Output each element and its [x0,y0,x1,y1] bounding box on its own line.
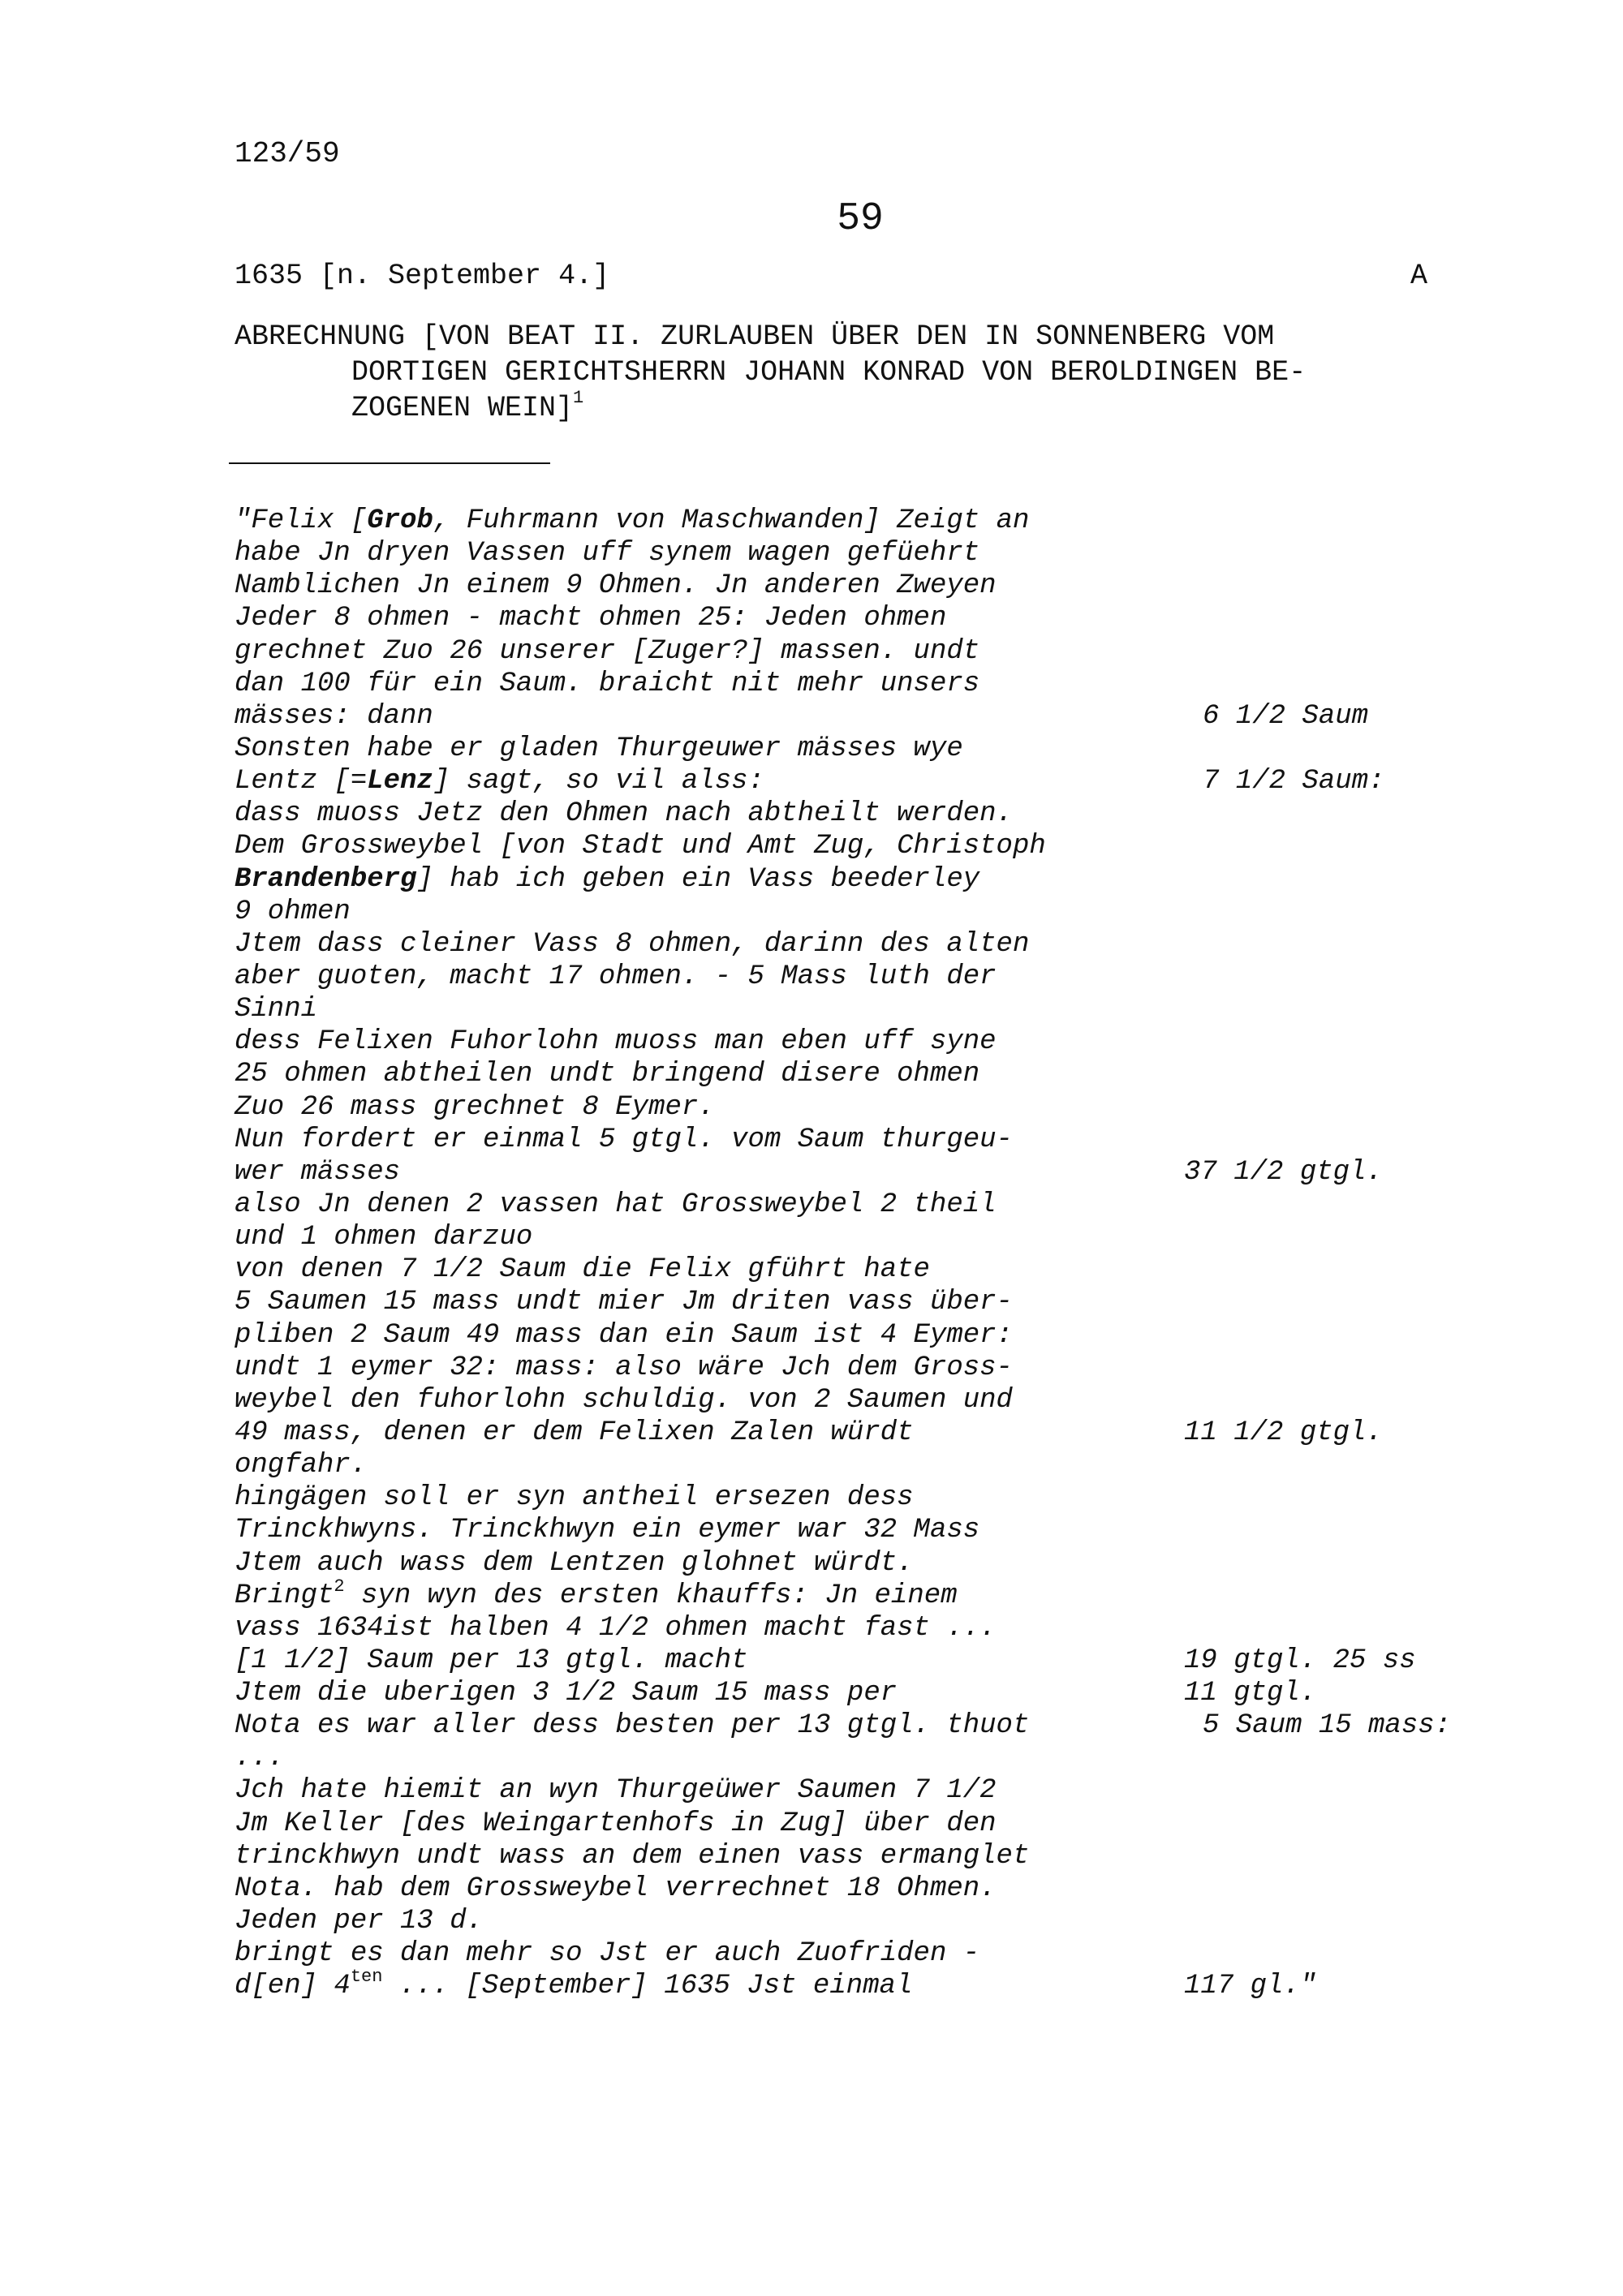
line-text: bringt es dan mehr so Jst er auch Zuofriden - [235,1938,980,1970]
transcription-line [235,1677,1598,1709]
transcription-line [235,961,1598,993]
transcription-body [235,505,1598,2002]
transcription-line [235,896,1598,928]
line-text: habe Jn dryen Vassen uff synem wagen gefüehrt [235,538,980,570]
transcription-line [235,1514,1598,1546]
line-amount: 5 Saum 15 mass: [1203,1710,1452,1742]
line-text [235,505,1029,537]
line-text: Jtem die uberigen 3 1/2 Saum 15 mass per [235,1678,898,1709]
line-text: grechnet Zuo 26 unserer [Zuger?] massen. undt [235,635,980,667]
footnote-marker: 1 [573,388,584,408]
line-text: dess Felixen Fuhorlohn muoss man eben uff syne [235,1026,997,1058]
transcription-line [235,1612,1598,1645]
line-amount: 19 gtgl. 25 ss [1184,1645,1416,1676]
archive-reference: 123/59 [235,137,340,170]
transcription-line [235,1742,1598,1774]
transcription-line [235,570,1598,602]
line-text: 9 ohmen [235,896,351,927]
person-name: Grob [367,505,433,536]
line-text: pliben 2 Saum 49 mass dan ein Saum ist 4 Eymer: [235,1319,1013,1351]
transcription-line [235,993,1598,1025]
transcription-line [235,635,1598,668]
transcription-line [235,505,1598,537]
line-text-part: ... [September] 1635 Jst einmal [382,1971,913,2002]
transcription-line [235,1808,1598,1840]
line-text: Nota. hab dem Grossweybel verrechnet 18 Ohmen. [235,1872,997,1904]
line-text: undt 1 eymer 32: mass: also wäre Jch dem Gross- [235,1352,1013,1383]
transcription-line [235,1449,1598,1481]
line-text-part: syn wyn des ersten khauffs: Jn einem [344,1580,958,1611]
transcription-line [235,537,1598,570]
line-text: Jtem auch wass dem Lentzen glohnet würdt. [235,1547,914,1579]
transcription-line [235,1025,1598,1058]
transcription-line [235,1872,1598,1905]
document-title [235,319,1500,426]
person-name: Lenz [367,766,433,798]
line-text: 25 ohmen abtheilen undt bringend disere ohmen [235,1059,980,1090]
line-text: hingägen soll er syn antheil ersezen dess [235,1482,914,1514]
transcription-line [235,1709,1598,1742]
transcription-line [235,1091,1598,1124]
line-text: vass 1634ist halben 4 1/2 ohmen macht fast ... [235,1612,997,1644]
document-date: 1635 [n. September 4.] [235,260,610,292]
line-text: Namblichen Jn einem 9 Ohmen. Jn anderen Zweyen [235,570,997,602]
title-line [235,355,1500,390]
line-text-part: Lentz [= [235,766,368,798]
line-text: Sonsten habe er gladen Thurgeuwer mässes wye [235,733,963,764]
line-text: Trinckhwyns. Trinckhwyn ein eymer war 32 Mass [235,1515,980,1546]
transcription-line [235,1189,1598,1221]
line-amount: 117 gl." [1184,1971,1317,2002]
transcription-line [235,1124,1598,1156]
line-text: Jeden per 13 d. [235,1906,484,1937]
transcription-line [235,1481,1598,1514]
superscript: 2 [334,1576,345,1597]
line-text: dass muoss Jetz den Ohmen nach abtheilt werden. [235,798,1013,830]
transcription-line [235,1384,1598,1417]
transcription-line [235,1221,1598,1253]
transcription-line [235,1352,1598,1384]
person-name: Brandenberg [235,863,417,895]
line-text-part: ] sagt, so vil alss: [433,766,764,798]
line-text: Nota es war aller dess besten per 13 gtgl. thuot [235,1710,1030,1742]
line-text: Dem Grossweybel [von Stadt und Amt Zug, Christoph [235,831,1046,862]
line-text: Sinni [235,994,318,1025]
transcription-line [235,1967,1598,2002]
transcription-line [235,1547,1598,1580]
line-text: ... [235,1743,285,1774]
superscript: ten [350,1967,383,1988]
line-text-part: Bringt [235,1580,334,1611]
line-text: Jm Keller [des Weingartenhofs in Zug] über den [235,1808,997,1839]
title-line-text: DORTIGEN GERICHTSHERRN JOHANN KONRAD VON BEROLDINGEN BE- [351,356,1307,389]
line-amount: 6 1/2 Saum [1203,700,1369,732]
document-number: 59 [837,197,884,241]
transcription-line [235,1253,1598,1286]
transcription-line [235,863,1598,896]
line-text [235,1967,913,2002]
line-text: also Jn denen 2 vassen hat Grossweybel 2 theil [235,1189,997,1220]
transcription-line [235,1156,1598,1189]
line-text [235,765,764,798]
separator-rule [229,462,550,464]
line-text: mässes: dann [235,700,433,732]
line-text: Zuo 26 mass grechnet 8 Eymer. [235,1091,715,1123]
transcription-line [235,1645,1598,1677]
transcription-line [235,765,1598,798]
transcription-line [235,733,1598,765]
line-text: Jch hate hiemit an wyn Thurgeüwer Saumen 7 1/2 [235,1775,997,1807]
transcription-line [235,1058,1598,1090]
line-text: 49 mass, denen er dem Felixen Zalen würdt [235,1417,914,1448]
title-line [235,390,1500,426]
transcription-line [235,1937,1598,1970]
transcription-line [235,928,1598,961]
title-line: ABRECHNUNG [VON BEAT II. ZURLAUBEN ÜBER DEN IN SONNENBERG VOM [235,320,1275,353]
line-text: dan 100 für ein Saum. braicht nit mehr unsers [235,668,980,699]
transcription-line [235,700,1598,733]
line-text [235,1576,958,1612]
line-amount: 7 1/2 Saum: [1203,766,1385,798]
document-letter: A [1410,260,1428,292]
transcription-line [235,1576,1598,1612]
transcription-line [235,668,1598,700]
transcription-line [235,1774,1598,1807]
line-text-part: d[en] 4 [235,1971,351,2002]
line-text: und 1 ohmen darzuo [235,1222,533,1253]
transcription-line [235,1905,1598,1937]
line-text-part: , Fuhrmann von Maschwanden] Zeigt an [433,505,1030,536]
transcription-line [235,798,1598,830]
line-text: ongfahr. [235,1450,368,1481]
transcription-line [235,602,1598,634]
line-text: weybel den fuhorlohn schuldig. von 2 Saumen und [235,1384,1013,1416]
line-text: Nun fordert er einmal 5 gtgl. vom Saum thurgeu- [235,1124,1013,1155]
line-text [235,863,979,896]
transcription-line [235,1417,1598,1449]
line-text-part: ] hab ich geben ein Vass beederley [416,863,980,895]
title-line-text: ZOGENEN WEIN] [351,392,574,424]
line-text: aber guoten, macht 17 ohmen. - 5 Mass luth der [235,961,997,992]
line-text-part: "Felix [ [235,505,368,536]
line-text: trinckhwyn undt wass an dem einen vass ermanglet [235,1840,1030,1872]
line-amount: 37 1/2 gtgl. [1184,1156,1383,1188]
line-text: [1 1/2] Saum per 13 gtgl. macht [235,1645,748,1676]
transcription-line [235,1286,1598,1318]
transcription-line [235,830,1598,862]
line-text: wer mässes [235,1156,401,1188]
line-text: Jeder 8 ohmen - macht ohmen 25: Jeden ohmen [235,603,947,634]
line-text: 5 Saumen 15 mass undt mier Jm driten vass über- [235,1287,1013,1318]
line-text: von denen 7 1/2 Saum die Felix gführt hate [235,1254,930,1286]
line-amount: 11 1/2 gtgl. [1184,1417,1383,1448]
line-text: Jtem dass cleiner Vass 8 ohmen, darinn des alten [235,928,1030,960]
line-amount: 11 gtgl. [1184,1678,1317,1709]
transcription-line [235,1319,1598,1352]
transcription-line [235,1840,1598,1872]
